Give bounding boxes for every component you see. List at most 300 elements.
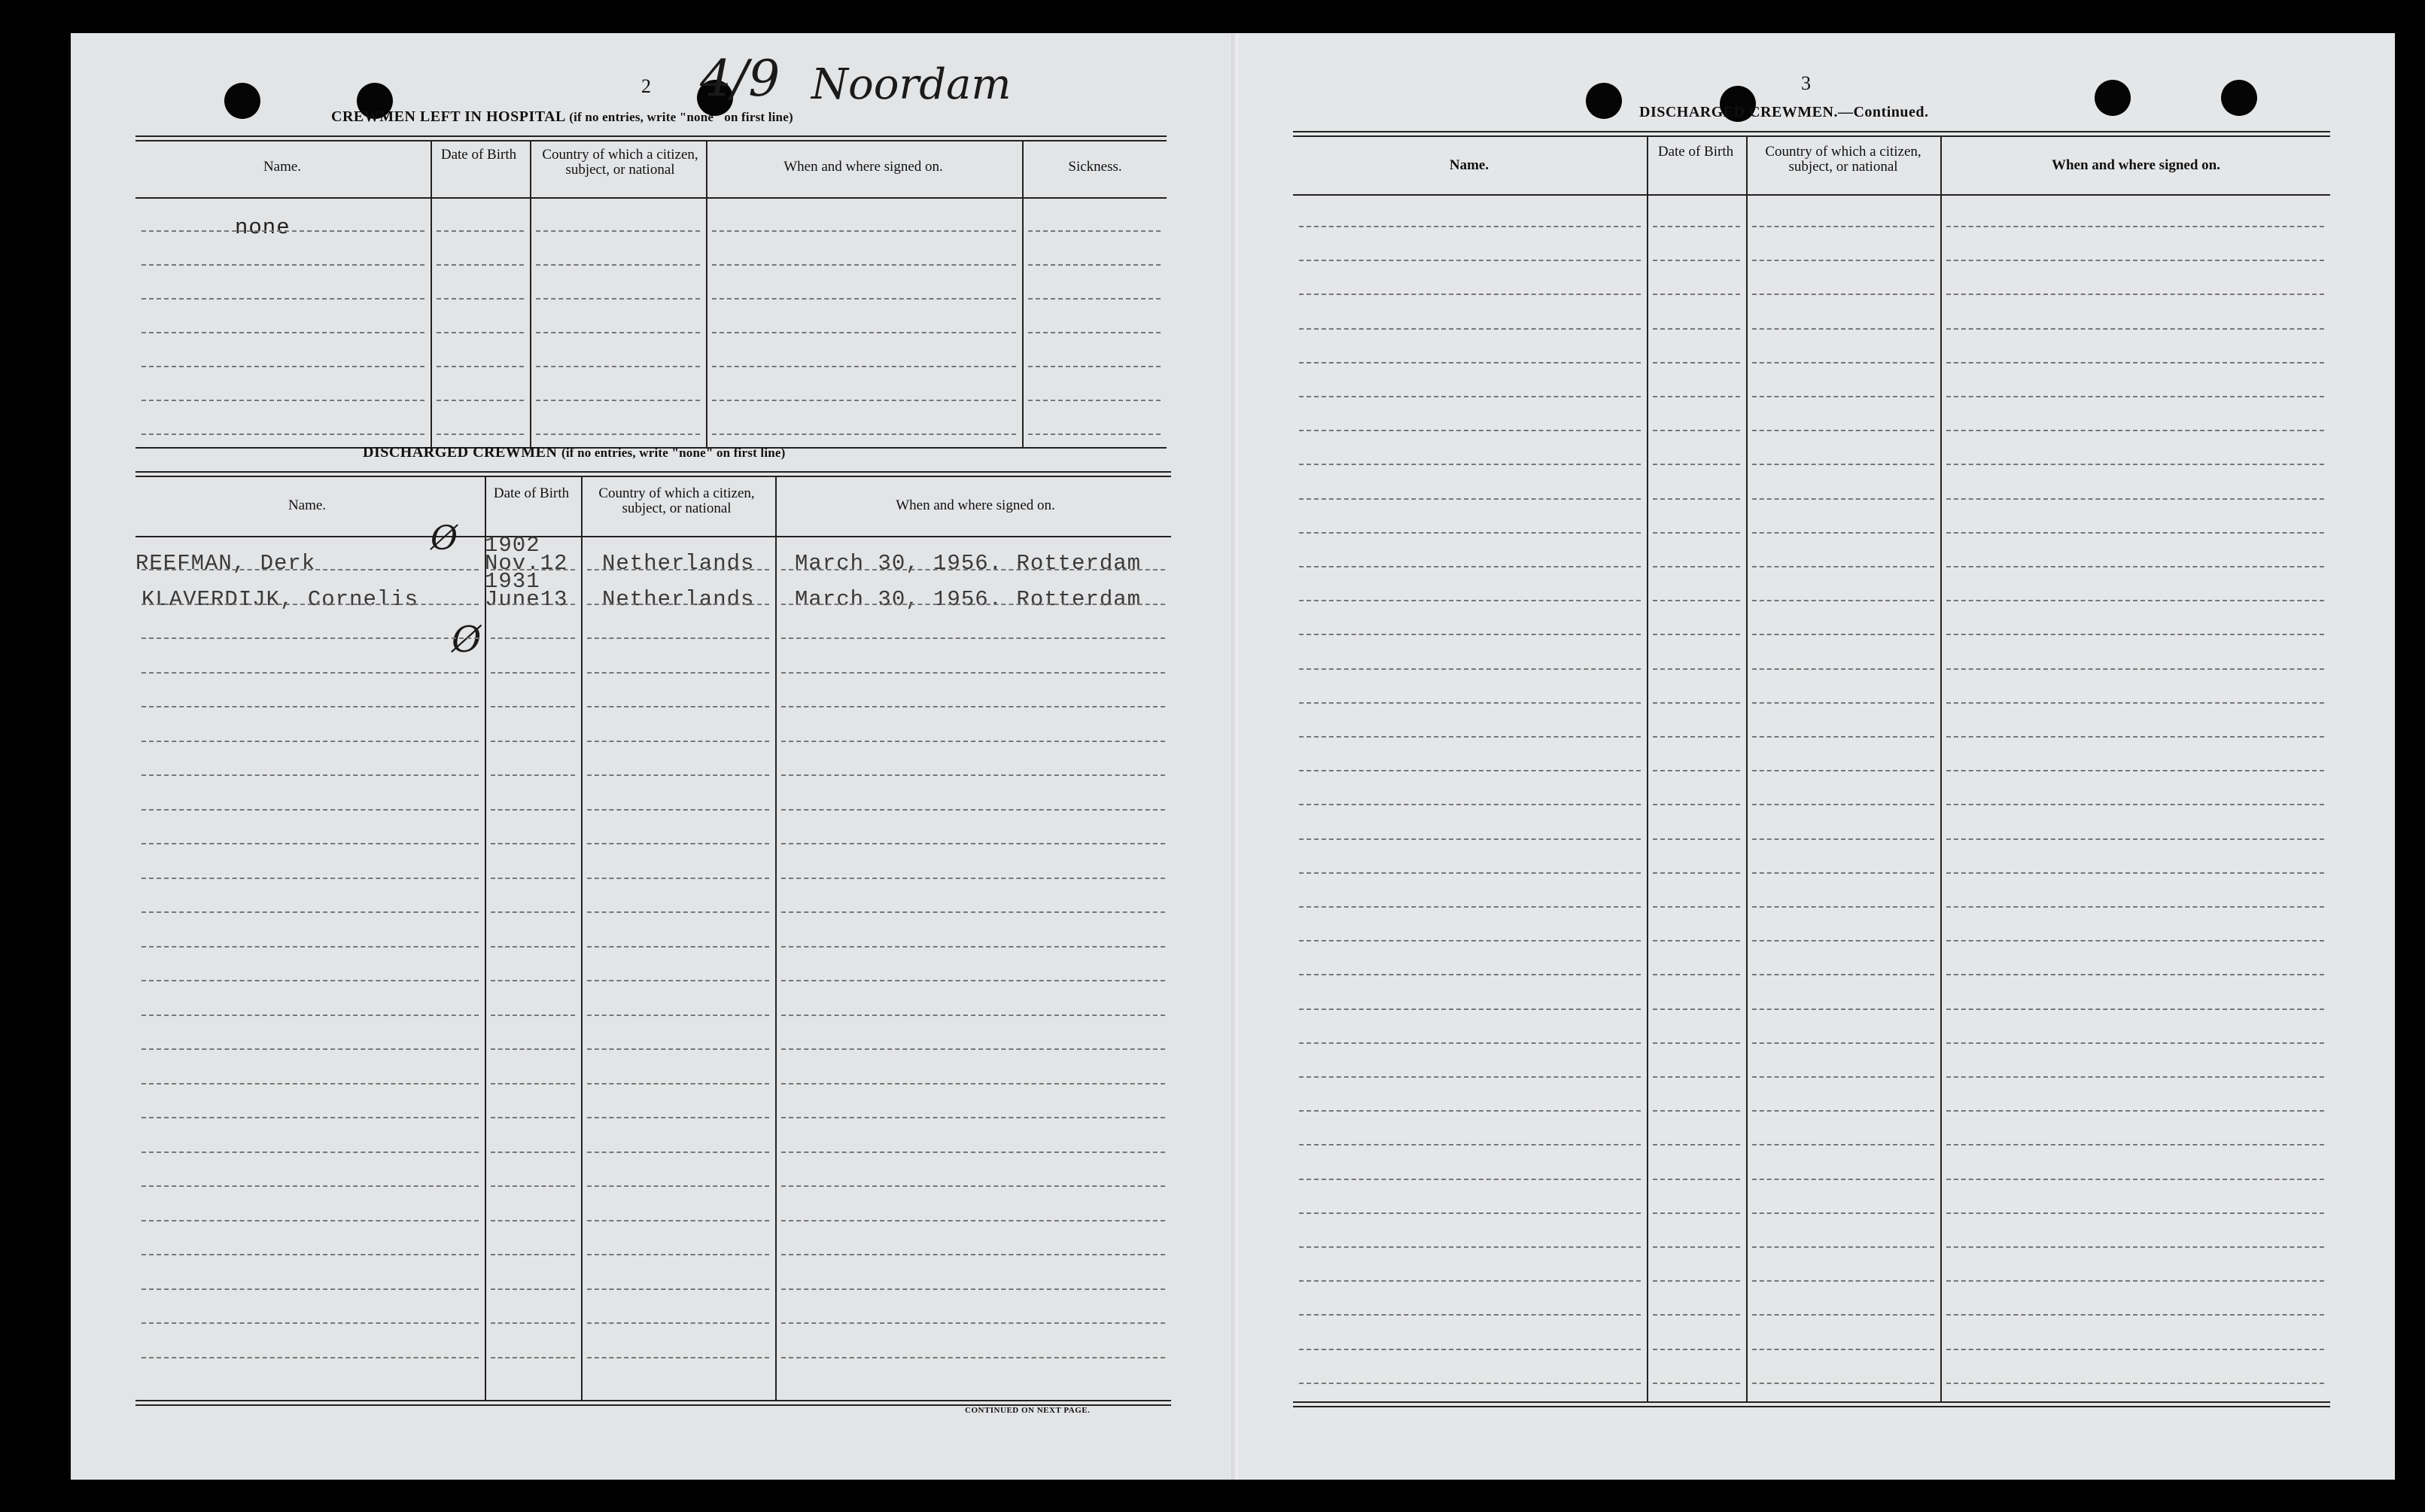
- ruled-line: [781, 946, 1165, 948]
- ruled-line: [781, 1048, 1165, 1050]
- ruled-line: [1752, 362, 1934, 364]
- ruled-line: [491, 1048, 575, 1050]
- ruled-line: [141, 1357, 479, 1358]
- crewman-country: Netherlands: [602, 551, 755, 576]
- ruled-line: [587, 706, 769, 707]
- ruled-line: [587, 1220, 769, 1221]
- crewman-signed-on: March 30, 1956. Rotterdam: [795, 587, 1142, 612]
- ruled-line: [1299, 1246, 1641, 1248]
- ruled-line: [141, 604, 479, 605]
- hospital-entry-name: none: [235, 215, 291, 240]
- ruled-line: [1299, 1179, 1641, 1180]
- ruled-line: [1299, 226, 1641, 227]
- ruled-line: [491, 1254, 575, 1255]
- ruled-line: [587, 637, 769, 639]
- punch-hole: [2221, 80, 2257, 116]
- ruled-line: [491, 604, 575, 605]
- ruled-line: [1299, 634, 1641, 635]
- crewman-birth-year: 1902: [485, 533, 540, 558]
- ruled-line: [437, 332, 524, 333]
- ruled-line: [712, 434, 1016, 435]
- ruled-line: [536, 264, 700, 266]
- ruled-line: [491, 741, 575, 742]
- ruled-line: [1653, 906, 1740, 908]
- ruled-line: [1299, 430, 1641, 431]
- ruled-line: [141, 230, 424, 232]
- ruled-line: [1653, 1280, 1740, 1282]
- ruled-line: [1752, 430, 1934, 431]
- ruled-line: [1946, 634, 2324, 635]
- ruled-line: [1946, 1314, 2324, 1316]
- ruled-line: [491, 569, 575, 570]
- ruled-line: [1946, 1349, 2324, 1350]
- ruled-line: [491, 1151, 575, 1153]
- ruled-line: [1653, 260, 1740, 261]
- ruled-line: [1946, 532, 2324, 534]
- ruled-line: [491, 672, 575, 674]
- page-number: 2: [641, 75, 651, 97]
- ruled-line: [587, 1288, 769, 1290]
- ruled-line: [1299, 1076, 1641, 1078]
- ruled-line: [1946, 1110, 2324, 1112]
- ruled-line: [781, 741, 1165, 742]
- ruled-line: [491, 706, 575, 707]
- ruled-line: [1653, 1179, 1740, 1180]
- ruled-line: [587, 980, 769, 981]
- ruled-line: [141, 980, 479, 981]
- ruled-line: [587, 569, 769, 570]
- crewman-name: KLAVERDIJK, Cornelis: [141, 587, 419, 612]
- column-divider: [706, 140, 707, 447]
- ruled-line: [1946, 396, 2324, 397]
- ruled-line: [1653, 464, 1740, 465]
- right-header-signed-on: When and where signed on.: [2051, 157, 2220, 173]
- ruled-line: [1752, 1076, 1934, 1078]
- ruled-line: [781, 1322, 1165, 1324]
- column-divider: [1940, 135, 1942, 1401]
- ruled-line: [1752, 328, 1934, 330]
- ruled-line: [1946, 804, 2324, 805]
- ruled-line: [587, 946, 769, 948]
- ruled-line: [141, 878, 479, 879]
- column-divider: [431, 140, 432, 447]
- ruled-line: [1653, 1009, 1740, 1010]
- ruled-line: [1299, 770, 1641, 771]
- ruled-line: [781, 1288, 1165, 1290]
- hospital-header-signed-on: When and where signed on.: [783, 159, 943, 175]
- ruled-line: [1299, 668, 1641, 670]
- ruled-line: [1752, 1009, 1934, 1010]
- ruled-line: [1653, 668, 1740, 670]
- ruled-line: [712, 264, 1016, 266]
- ruled-line: [1946, 1179, 2324, 1180]
- ruled-line: [1653, 294, 1740, 295]
- ruled-line: [712, 332, 1016, 333]
- ruled-line: [141, 1322, 479, 1324]
- ruled-line: [1752, 1179, 1934, 1180]
- ruled-line: [141, 400, 424, 401]
- ruled-line: [781, 878, 1165, 879]
- column-divider: [530, 140, 531, 447]
- discharged-header-signed-on: When and where signed on.: [896, 497, 1055, 513]
- ruled-line: [1946, 906, 2324, 908]
- ruled-line: [141, 843, 479, 844]
- ruled-line: [587, 1151, 769, 1153]
- ruled-line: [141, 332, 424, 333]
- ruled-line: [587, 1048, 769, 1050]
- ruled-line: [491, 774, 575, 776]
- ruled-line: [1299, 396, 1641, 397]
- ruled-line: [141, 1015, 479, 1016]
- punch-hole: [224, 83, 260, 119]
- hospital-header-name: Name.: [263, 159, 302, 175]
- ruled-line: [1653, 974, 1740, 975]
- ruled-line: [1299, 1110, 1641, 1112]
- crewman-signed-on: March 30, 1956. Rotterdam: [795, 551, 1142, 576]
- ruled-line: [1653, 838, 1740, 840]
- crewman-name: REEFMAN, Derk: [135, 551, 316, 576]
- ruled-line: [1752, 532, 1934, 534]
- right-header-name: Name.: [1449, 157, 1489, 173]
- ruled-line: [1653, 940, 1740, 942]
- ruled-line: [437, 400, 524, 401]
- ruled-line: [1752, 668, 1934, 670]
- ruled-line: [587, 911, 769, 913]
- ruled-line: [1946, 940, 2324, 942]
- ruled-line: [781, 843, 1165, 844]
- ruled-line: [1299, 1144, 1641, 1145]
- ruled-line: [536, 332, 700, 333]
- ruled-line: [1653, 532, 1740, 534]
- handwritten-initials: Ø: [431, 519, 458, 558]
- ruled-line: [1946, 702, 2324, 704]
- page-number: 3: [1801, 72, 1811, 94]
- ruled-line: [1946, 226, 2324, 227]
- ruled-line: [1752, 1383, 1934, 1384]
- discharged-header-name: Name.: [288, 497, 327, 513]
- ruled-line: [437, 298, 524, 300]
- ruled-line: [1946, 600, 2324, 601]
- ruled-line: [1752, 566, 1934, 567]
- ruled-line: [1946, 328, 2324, 330]
- handwritten-ship-name: Noordam: [811, 60, 1012, 109]
- ruled-line: [141, 1288, 479, 1290]
- ruled-line: [141, 1151, 479, 1153]
- ruled-line: [1299, 294, 1641, 295]
- crewman-birth-date: June13: [485, 587, 568, 612]
- right-header-country: Country of which a citizen, subject, or national: [1765, 144, 1921, 175]
- ruled-line: [1752, 736, 1934, 738]
- ruled-line: [1946, 770, 2324, 771]
- ruled-line: [1752, 770, 1934, 771]
- ruled-line: [1299, 328, 1641, 330]
- ruled-line: [1946, 736, 2324, 738]
- ruled-line: [1946, 1280, 2324, 1282]
- ruled-line: [1752, 838, 1934, 840]
- ruled-line: [1946, 668, 2324, 670]
- ruled-line: [1299, 1314, 1641, 1316]
- ruled-line: [491, 911, 575, 913]
- ruled-line: [587, 1015, 769, 1016]
- crewman-birth-year: 1931: [485, 569, 540, 594]
- ruled-line: [1653, 1212, 1740, 1214]
- ruled-line: [781, 569, 1165, 570]
- ruled-line: [712, 366, 1016, 367]
- ruled-line: [1946, 362, 2324, 364]
- punch-hole: [1586, 83, 1622, 119]
- ruled-line: [1299, 1212, 1641, 1214]
- punch-hole: [2095, 80, 2131, 116]
- ruled-line: [1653, 1110, 1740, 1112]
- ruled-line: [437, 264, 524, 266]
- ruled-line: [491, 1322, 575, 1324]
- ruled-line: [1299, 1280, 1641, 1282]
- ruled-line: [491, 1288, 575, 1290]
- ruled-line: [536, 298, 700, 300]
- ruled-line: [1752, 396, 1934, 397]
- ruled-line: [1653, 1383, 1740, 1384]
- ruled-line: [1752, 226, 1934, 227]
- ruled-line: [587, 672, 769, 674]
- ruled-line: [491, 843, 575, 844]
- ruled-line: [1946, 498, 2324, 500]
- column-divider: [485, 476, 486, 1400]
- ruled-line: [1752, 1246, 1934, 1248]
- ruled-line: [1653, 566, 1740, 567]
- ruled-line: [781, 706, 1165, 707]
- ruled-line: [1299, 1009, 1641, 1010]
- ruled-line: [1752, 906, 1934, 908]
- ruled-line: [1299, 464, 1641, 465]
- ruled-line: [1946, 566, 2324, 567]
- column-divider: [1022, 140, 1024, 447]
- ruled-line: [1946, 1076, 2324, 1078]
- ruled-line: [1028, 230, 1161, 232]
- ruled-line: [491, 1357, 575, 1358]
- ruled-line: [1028, 264, 1161, 266]
- ruled-line: [536, 230, 700, 232]
- ruled-line: [141, 434, 424, 435]
- ruled-line: [1653, 804, 1740, 805]
- ruled-line: [491, 809, 575, 811]
- ruled-line: [1946, 1144, 2324, 1145]
- discharged-continued-table: [1293, 131, 2330, 1410]
- hospital-header-country: Country of which a citizen, subject, or national: [542, 147, 698, 178]
- ruled-line: [1299, 940, 1641, 942]
- ruled-line: [587, 1185, 769, 1187]
- ruled-line: [1653, 362, 1740, 364]
- ruled-line: [1299, 872, 1641, 874]
- ruled-line: [141, 366, 424, 367]
- ruled-line: [141, 1083, 479, 1085]
- ruled-line: [1752, 1280, 1934, 1282]
- ruled-line: [1752, 600, 1934, 601]
- ruled-line: [1752, 1212, 1934, 1214]
- ruled-line: [1946, 464, 2324, 465]
- ruled-line: [141, 1048, 479, 1050]
- ruled-line: [1299, 260, 1641, 261]
- ruled-line: [1653, 736, 1740, 738]
- column-divider: [581, 476, 583, 1400]
- ruled-line: [1028, 400, 1161, 401]
- ruled-line: [141, 1220, 479, 1221]
- ruled-line: [781, 1151, 1165, 1153]
- ruled-line: [1752, 1110, 1934, 1112]
- ruled-line: [1752, 260, 1934, 261]
- ruled-line: [1752, 702, 1934, 704]
- ruled-line: [781, 637, 1165, 639]
- ruled-line: [1752, 872, 1934, 874]
- ruled-line: [781, 1117, 1165, 1118]
- ruled-line: [781, 809, 1165, 811]
- ruled-line: [1653, 702, 1740, 704]
- ruled-line: [1299, 736, 1641, 738]
- ruled-line: [781, 672, 1165, 674]
- ruled-line: [491, 1117, 575, 1118]
- ruled-line: [491, 946, 575, 948]
- ruled-line: [781, 1220, 1165, 1221]
- crewman-country: Netherlands: [602, 587, 755, 612]
- ruled-line: [587, 774, 769, 776]
- discharged-header-birth: Date of Birth: [493, 485, 570, 501]
- ruled-line: [1946, 872, 2324, 874]
- ruled-line: [1653, 600, 1740, 601]
- ruled-line: [781, 604, 1165, 605]
- hospital-header-sickness: Sickness.: [1068, 159, 1122, 175]
- ruled-line: [1946, 1246, 2324, 1248]
- ruled-line: [587, 878, 769, 879]
- ruled-line: [1653, 1042, 1740, 1044]
- ruled-line: [141, 637, 479, 639]
- ruled-line: [1653, 1349, 1740, 1350]
- ruled-line: [141, 1117, 479, 1118]
- hospital-header-birth: Date of Birth: [440, 147, 517, 163]
- discharged-section-title: DISCHARGED CREWMEN (if no entries, write "none" on first line): [363, 444, 786, 461]
- ruled-line: [491, 1015, 575, 1016]
- ruled-line: [1653, 430, 1740, 431]
- ruled-line: [1653, 328, 1740, 330]
- ruled-line: [141, 569, 479, 570]
- ruled-line: [587, 1117, 769, 1118]
- ruled-line: [1752, 634, 1934, 635]
- ruled-line: [781, 774, 1165, 776]
- ruled-line: [587, 1322, 769, 1324]
- ruled-line: [1299, 566, 1641, 567]
- ruled-line: [587, 604, 769, 605]
- handwritten-initials: Ø: [452, 619, 482, 661]
- ruled-line: [536, 366, 700, 367]
- ruled-line: [1946, 1212, 2324, 1214]
- ruled-line: [1299, 1383, 1641, 1384]
- discharged-table: [135, 471, 1171, 1410]
- ruled-line: [1299, 838, 1641, 840]
- ruled-line: [1946, 974, 2324, 975]
- ruled-line: [141, 672, 479, 674]
- ruled-line: [1946, 1383, 2324, 1384]
- ruled-line: [141, 1185, 479, 1187]
- ruled-line: [1653, 1314, 1740, 1316]
- ruled-line: [1653, 396, 1740, 397]
- ruled-line: [781, 1357, 1165, 1358]
- ruled-line: [1752, 974, 1934, 975]
- ruled-line: [1653, 1144, 1740, 1145]
- ruled-line: [781, 911, 1165, 913]
- ruled-line: [712, 400, 1016, 401]
- ruled-line: [781, 1083, 1165, 1085]
- ruled-line: [1299, 804, 1641, 805]
- ruled-line: [141, 706, 479, 707]
- ruled-line: [141, 946, 479, 948]
- ruled-line: [1028, 434, 1161, 435]
- ruled-line: [1299, 974, 1641, 975]
- ruled-line: [141, 911, 479, 913]
- ruled-line: [491, 637, 575, 639]
- ruled-line: [491, 878, 575, 879]
- ruled-line: [1946, 430, 2324, 431]
- ruled-line: [1653, 1246, 1740, 1248]
- ruled-line: [1653, 770, 1740, 771]
- ruled-line: [587, 1357, 769, 1358]
- ruled-line: [1653, 226, 1740, 227]
- ruled-line: [437, 366, 524, 367]
- ruled-line: [1653, 1076, 1740, 1078]
- ruled-line: [1752, 1314, 1934, 1316]
- hospital-table: [135, 135, 1167, 452]
- ruled-line: [587, 741, 769, 742]
- ruled-line: [1299, 362, 1641, 364]
- ruled-line: [781, 980, 1165, 981]
- ruled-line: [1752, 804, 1934, 805]
- right-section-title: DISCHARGED CREWMEN.—Continued.: [1639, 104, 1929, 120]
- crewman-birth-date: Nov.12: [485, 551, 568, 576]
- ruled-line: [1028, 332, 1161, 333]
- ruled-line: [1299, 532, 1641, 534]
- ruled-line: [141, 774, 479, 776]
- ruled-line: [1752, 498, 1934, 500]
- ruled-line: [1752, 1042, 1934, 1044]
- ruled-line: [1299, 906, 1641, 908]
- ruled-line: [1653, 872, 1740, 874]
- ruled-line: [141, 298, 424, 300]
- ruled-line: [1653, 634, 1740, 635]
- ruled-line: [1946, 1042, 2324, 1044]
- ruled-line: [587, 1083, 769, 1085]
- ruled-line: [1752, 940, 1934, 942]
- ruled-line: [491, 1220, 575, 1221]
- ruled-line: [587, 1254, 769, 1255]
- ruled-line: [1752, 1349, 1934, 1350]
- ruled-line: [1299, 498, 1641, 500]
- ruled-line: [1752, 1144, 1934, 1145]
- ruled-line: [781, 1254, 1165, 1255]
- ruled-line: [1299, 1349, 1641, 1350]
- ruled-line: [1299, 600, 1641, 601]
- ruled-line: [781, 1185, 1165, 1187]
- ruled-line: [1653, 498, 1740, 500]
- ruled-line: [712, 298, 1016, 300]
- ruled-line: [1752, 464, 1934, 465]
- ruled-line: [587, 843, 769, 844]
- left-page: [71, 33, 1246, 1480]
- column-divider: [775, 476, 777, 1400]
- ruled-line: [587, 809, 769, 811]
- handwritten-date: 4/9: [700, 50, 780, 108]
- ruled-line: [781, 1015, 1165, 1016]
- ruled-line: [141, 741, 479, 742]
- ruled-line: [536, 434, 700, 435]
- ruled-line: [1752, 294, 1934, 295]
- ruled-line: [141, 264, 424, 266]
